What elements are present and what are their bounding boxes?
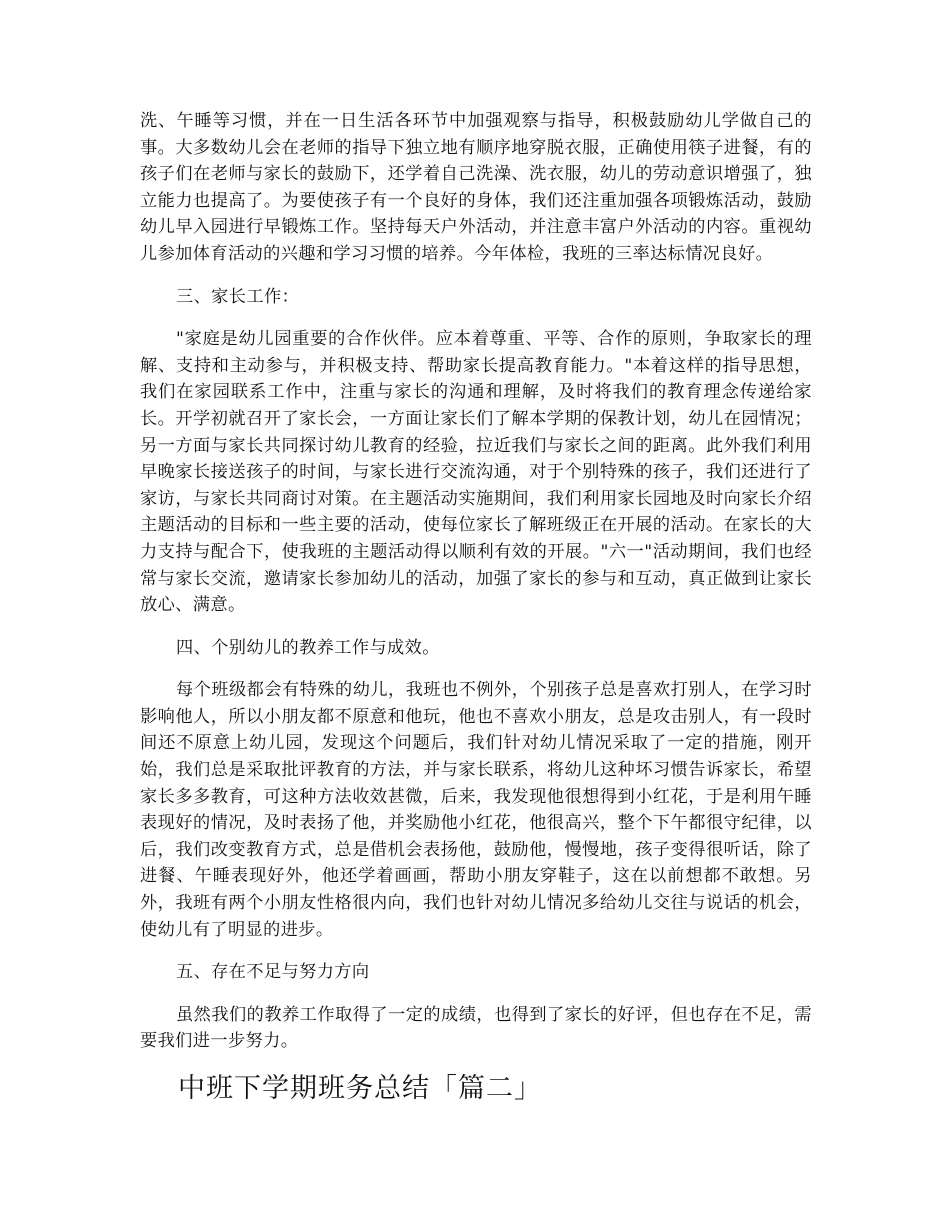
section-heading-parent-work: 三、家长工作：: [176, 286, 300, 307]
paragraph-daily-habits: 洗、午睡等习惯，并在一日生活各环节中加强观察与指导，积极鼓励幼儿学做自己的事。大多数幼儿会在老师的指导下独立地有顺序地穿脱衣服，正确使用筷子进餐，有的孩子们在老师与家长的鼓励下，还学着自己洗澡、洗衣服，幼儿的劳动意识增强了，独立能力也提高了。为要使孩子有一个良好的身体，我们还注重加强各项锻炼活动，鼓励幼儿早入园进行早锻炼工作。坚持每天户外活动，并注意丰富户外活动的内容。重视幼儿参加体育活动的兴趣和学习习惯的培养。今年体检，我班的三率达标情况良好。: [140, 111, 812, 264]
paragraph-shortcomings: 虽然我们的教养工作取得了一定的成绩，也得到了家长的好评，但也存在不足，需要我们进一步努力。: [140, 1004, 812, 1052]
paragraph-individual-children: 每个班级都会有特殊的幼儿，我班也不例外，个别孩子总是喜欢打别人，在学习时影响他人，所以小朋友都不原意和他玩，他也不喜欢小朋友，总是攻击别人，有一段时间还不原意上幼儿园，发现这个问题后，我们针对幼儿情况采取了一定的措施，刚开始，我们总是采取批评教育的方法，并与家长联系，将幼儿这种坏习惯告诉家长，希望家长多多教育，可这种方法收效甚微，后来，我发现他很想得到小红花，于是利用午睡表现好的情况，及时表扬了他，并奖励他小红花，他很高兴，整个下午都很守纪律，以后，我们改变教育方式，总是借机会表扬他，鼓励他，慢慢地，孩子变得很听话，除了进餐、午睡表现好外，他还学着画画，帮助小朋友穿鞋子，这在以前想都不敢想。另外，我班有两个小朋友性格很内向，我们也针对幼儿情况多给幼儿交往与说话的机会，使幼儿有了明显的进步。: [140, 680, 812, 940]
section-heading-individual-children: 四、个别幼儿的教养工作与成效。: [176, 637, 440, 658]
document-page: [140, 108, 812, 1109]
section-heading-shortcomings: 五、存在不足与努力方向: [176, 962, 370, 983]
paragraph-parent-work: "家庭是幼儿园重要的合作伙伴。应本着尊重、平等、合作的原则，争取家长的理解、支持和主动参与，并积极支持、帮助家长提高教育能力。"本着这样的指导思想，我们在家园联系工作中，注重与家长的沟通和理解，及时将我们的教育理念传递给家长。开学初就召开了家长会，一方面让家长们了解本学期的保教计划，幼儿在园情况；另一方面与家长共同探讨幼儿教育的经验，拉近我们与家长之间的距离。此外我们利用早晚家长接送孩子的时间，与家长进行交流沟通，对于个别特殊的孩子，我们还进行了家访，与家长共同商讨对策。在主题活动实施期间，我们利用家长园地及时向家长介绍主题活动的目标和一些主要的活动，使每位家长了解班级正在开展的活动。在家长的大力支持与配合下，使我班的主题活动得以顺利有效的开展。"六一"活动期间，我们也经常与家长交流，邀请家长参加幼儿的活动，加强了家长的参与和互动，真正做到让家长放心、满意。: [140, 329, 812, 616]
document-title: 中班下学期班务总结「篇二」: [178, 1073, 542, 1104]
